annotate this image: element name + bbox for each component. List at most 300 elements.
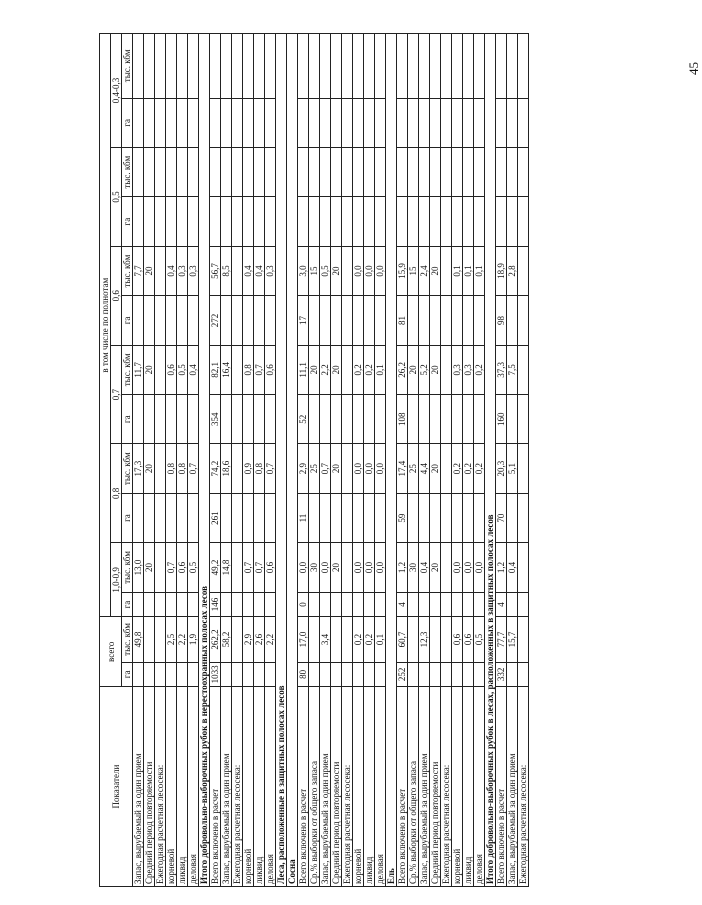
- row-label: деловая: [474, 687, 485, 887]
- table-cell: 0,4: [188, 345, 199, 394]
- table-cell: 146: [210, 592, 221, 617]
- table-row: [364, 34, 375, 887]
- table-cell: [188, 148, 199, 197]
- table-cell: [177, 662, 188, 687]
- table-header: [100, 34, 133, 887]
- table-cell: 0,0: [320, 543, 331, 592]
- table-cell: 80: [298, 662, 309, 687]
- table-row: [441, 34, 452, 887]
- table-cell: [133, 296, 144, 345]
- unit-ha-header: га: [122, 493, 133, 542]
- table-row: [309, 34, 320, 887]
- table-cell: [133, 395, 144, 444]
- table-cell: [155, 345, 166, 394]
- table-cell: [320, 662, 331, 687]
- table-cell: [166, 493, 177, 542]
- table-cell: [452, 148, 463, 197]
- table-row: [353, 34, 364, 887]
- table-cell: [364, 98, 375, 147]
- table-cell: [342, 34, 353, 99]
- table-cell: 4: [496, 592, 507, 617]
- table-row: [463, 34, 474, 887]
- table-cell: [166, 34, 177, 99]
- row-label: Ежегодная расчетная лесосека:: [342, 687, 353, 887]
- section-row: [276, 34, 287, 887]
- row-label: Ежегодная расчетная лесосека:: [155, 687, 166, 887]
- table-row: [419, 34, 430, 887]
- rotated-page: [99, 33, 606, 887]
- table-cell: [221, 662, 232, 687]
- table-cell: [441, 197, 452, 246]
- density-group-header: 1,0-0,9: [111, 543, 122, 617]
- table-cell: 0,4: [166, 246, 177, 295]
- table-cell: [254, 395, 265, 444]
- table-cell: 15: [408, 246, 419, 295]
- table-cell: [419, 148, 430, 197]
- table-cell: [210, 148, 221, 197]
- table-cell: [166, 296, 177, 345]
- table-cell: 82,1: [210, 345, 221, 394]
- row-label: Ежегодная расчетная лесосека:: [232, 687, 243, 887]
- table-cell: [155, 493, 166, 542]
- table-cell: 0,0: [298, 543, 309, 592]
- table-cell: [331, 34, 342, 99]
- density-group-header: 0,6: [111, 246, 122, 345]
- indicator-header: Показатели: [100, 687, 133, 887]
- row-label: Запас, вырубаемый за один прием: [133, 687, 144, 887]
- table-cell: 0,6: [463, 617, 474, 662]
- table-cell: 0,9: [243, 444, 254, 493]
- table-cell: [243, 148, 254, 197]
- table-cell: 15,7: [507, 617, 518, 662]
- table-cell: 0,8: [243, 345, 254, 394]
- table-cell: 7,5: [507, 345, 518, 394]
- table-cell: 11,1: [298, 345, 309, 394]
- table-cell: [254, 493, 265, 542]
- table-cell: [243, 197, 254, 246]
- table-cell: [430, 592, 441, 617]
- unit-ha-header: га: [122, 296, 133, 345]
- table-cell: 1,2: [496, 543, 507, 592]
- table-cell: 8,5: [221, 246, 232, 295]
- table-cell: 77,7: [496, 617, 507, 662]
- table-cell: [232, 34, 243, 99]
- table-cell: [232, 98, 243, 147]
- table-cell: 5,2: [419, 345, 430, 394]
- table-cell: [430, 34, 441, 99]
- table-cell: [441, 444, 452, 493]
- table-cell: [232, 493, 243, 542]
- table-cell: [254, 197, 265, 246]
- table-cell: [221, 148, 232, 197]
- table-cell: [375, 197, 386, 246]
- table-cell: [441, 662, 452, 687]
- table-cell: 0,1: [463, 246, 474, 295]
- table-cell: [243, 395, 254, 444]
- table-cell: 0,0: [375, 246, 386, 295]
- total-header: всего: [100, 617, 122, 687]
- table-cell: [518, 34, 529, 99]
- unit-volume-header: тыс. кбм: [122, 444, 133, 493]
- unit-ha-header: га: [122, 197, 133, 246]
- table-cell: [507, 296, 518, 345]
- table-cell: [298, 148, 309, 197]
- table-cell: [507, 662, 518, 687]
- table-cell: [232, 197, 243, 246]
- table-cell: [342, 98, 353, 147]
- table-cell: [188, 296, 199, 345]
- table-cell: [408, 148, 419, 197]
- table-cell: 0,3: [177, 246, 188, 295]
- table-cell: [496, 34, 507, 99]
- table-cell: [254, 662, 265, 687]
- table-row: [166, 34, 177, 887]
- table-cell: [254, 592, 265, 617]
- table-cell: [342, 662, 353, 687]
- table-cell: 30: [408, 543, 419, 592]
- table-cell: [518, 543, 529, 592]
- table-cell: [144, 34, 155, 99]
- table-cell: [232, 444, 243, 493]
- table-cell: [463, 395, 474, 444]
- table-cell: [133, 148, 144, 197]
- table-cell: 0,0: [353, 246, 364, 295]
- table-cell: 4: [397, 592, 408, 617]
- table-row: [188, 34, 199, 887]
- table-cell: 262,2: [210, 617, 221, 662]
- table-cell: 160: [496, 395, 507, 444]
- table-cell: [441, 493, 452, 542]
- table-cell: 0,1: [375, 345, 386, 394]
- table-cell: [265, 493, 276, 542]
- table-cell: [397, 98, 408, 147]
- table-cell: [144, 98, 155, 147]
- table-cell: 1,9: [188, 617, 199, 662]
- table-cell: 81: [397, 296, 408, 345]
- table-cell: [364, 296, 375, 345]
- table-cell: [144, 148, 155, 197]
- row-label: Ежегодная расчетная лесосека:: [441, 687, 452, 887]
- table-cell: [232, 246, 243, 295]
- table-cell: [144, 395, 155, 444]
- table-cell: [177, 395, 188, 444]
- table-cell: [342, 148, 353, 197]
- row-label: Всего включено в расчет: [298, 687, 309, 887]
- table-cell: 0,7: [254, 345, 265, 394]
- table-cell: [353, 395, 364, 444]
- row-label: Запас, вырубаемый за один прием: [419, 687, 430, 887]
- table-cell: [408, 197, 419, 246]
- table-cell: [221, 34, 232, 99]
- table-cell: [408, 98, 419, 147]
- table-cell: [342, 246, 353, 295]
- row-label: Запас, вырубаемый за один прием: [507, 687, 518, 887]
- row-label: Запас, вырубаемый за один прием: [320, 687, 331, 887]
- table-row: [265, 34, 276, 887]
- table-cell: [364, 395, 375, 444]
- table-cell: [441, 98, 452, 147]
- table-cell: 20: [144, 444, 155, 493]
- table-cell: [144, 592, 155, 617]
- table-cell: [331, 617, 342, 662]
- table-cell: [232, 148, 243, 197]
- table-cell: [441, 592, 452, 617]
- table-cell: 0,5: [474, 617, 485, 662]
- table-cell: [331, 296, 342, 345]
- table-cell: [221, 296, 232, 345]
- table-cell: 1033: [210, 662, 221, 687]
- table-cell: [496, 98, 507, 147]
- table-row: [210, 34, 221, 887]
- table-cell: [155, 543, 166, 592]
- table-cell: [397, 197, 408, 246]
- table-cell: [364, 34, 375, 99]
- table-cell: 4,4: [419, 444, 430, 493]
- table-cell: 74,2: [210, 444, 221, 493]
- table-cell: [430, 617, 441, 662]
- table-cell: [243, 34, 254, 99]
- table-cell: [320, 395, 331, 444]
- table-cell: [463, 662, 474, 687]
- table-row: [133, 34, 144, 887]
- row-label: Средний период повторяемости: [331, 687, 342, 887]
- table-cell: [320, 296, 331, 345]
- table-cell: 0,2: [463, 444, 474, 493]
- table-cell: [188, 197, 199, 246]
- table-cell: 56,7: [210, 246, 221, 295]
- table-cell: [518, 246, 529, 295]
- table-cell: [518, 444, 529, 493]
- table-cell: [188, 34, 199, 99]
- table-cell: 0,3: [452, 345, 463, 394]
- table-cell: [232, 662, 243, 687]
- table-cell: [221, 98, 232, 147]
- table-cell: 0: [298, 592, 309, 617]
- table-cell: [419, 592, 430, 617]
- unit-volume-header: тыс. кбм: [122, 148, 133, 197]
- table-cell: [353, 493, 364, 542]
- table-cell: 26,2: [397, 345, 408, 394]
- table-cell: [331, 197, 342, 246]
- table-cell: [265, 98, 276, 147]
- table-cell: 0,6: [166, 345, 177, 394]
- table-cell: [452, 34, 463, 99]
- row-label: Ср.% выборки от общего запаса: [408, 687, 419, 887]
- table-cell: [309, 296, 320, 345]
- table-cell: 0,0: [375, 444, 386, 493]
- table-cell: [364, 148, 375, 197]
- table-cell: [309, 617, 320, 662]
- table-cell: [419, 493, 430, 542]
- table-body: [133, 34, 529, 887]
- table-cell: [364, 592, 375, 617]
- table-cell: [441, 34, 452, 99]
- table-cell: [364, 197, 375, 246]
- table-row: [408, 34, 419, 887]
- table-cell: [232, 345, 243, 394]
- table-row: [496, 34, 507, 887]
- row-label: Всего включено в расчет: [496, 687, 507, 887]
- table-cell: [364, 662, 375, 687]
- row-label: Средний период повторяемости: [144, 687, 155, 887]
- table-cell: [375, 592, 386, 617]
- table-cell: [221, 493, 232, 542]
- table-cell: [331, 662, 342, 687]
- section-title: Леса, расположенные в защитных полосах лесов: [276, 34, 287, 887]
- table-cell: [331, 493, 342, 542]
- table-cell: [155, 617, 166, 662]
- table-cell: 20: [144, 345, 155, 394]
- density-group-header: 0,4-0,3: [111, 34, 122, 148]
- row-label: Всего включено в расчет: [397, 687, 408, 887]
- table-cell: 0,7: [265, 444, 276, 493]
- table-row: [452, 34, 463, 887]
- table-cell: 0,6: [177, 543, 188, 592]
- table-cell: [430, 98, 441, 147]
- table-cell: [353, 34, 364, 99]
- table-cell: [507, 592, 518, 617]
- table-cell: [430, 296, 441, 345]
- table-cell: [232, 617, 243, 662]
- table-cell: 20: [331, 543, 342, 592]
- table-cell: [243, 296, 254, 345]
- table-row: [232, 34, 243, 887]
- table-cell: [265, 197, 276, 246]
- table-cell: 15,9: [397, 246, 408, 295]
- table-cell: 108: [397, 395, 408, 444]
- table-cell: 0,0: [463, 543, 474, 592]
- table-cell: 0,4: [507, 543, 518, 592]
- table-cell: [342, 345, 353, 394]
- table-cell: [463, 493, 474, 542]
- table-cell: 0,8: [166, 444, 177, 493]
- table-cell: [375, 98, 386, 147]
- row-label: деловая: [375, 687, 386, 887]
- page-number: 45: [686, 62, 701, 75]
- harvest-table: [99, 33, 529, 887]
- table-cell: 0,2: [474, 444, 485, 493]
- table-cell: [375, 395, 386, 444]
- table-cell: [177, 197, 188, 246]
- table-cell: [342, 197, 353, 246]
- table-cell: [210, 98, 221, 147]
- table-cell: 18,9: [496, 246, 507, 295]
- unit-volume-header: тыс. кбм: [122, 543, 133, 592]
- table-cell: [298, 197, 309, 246]
- table-cell: 0,5: [177, 345, 188, 394]
- table-cell: [232, 395, 243, 444]
- table-cell: [155, 34, 166, 99]
- table-cell: [474, 592, 485, 617]
- unit-volume-header: тыс. кбм: [122, 34, 133, 99]
- table-cell: [419, 395, 430, 444]
- table-cell: [309, 493, 320, 542]
- table-cell: [144, 493, 155, 542]
- table-cell: [188, 592, 199, 617]
- table-cell: [441, 543, 452, 592]
- table-cell: [177, 493, 188, 542]
- table-cell: [133, 34, 144, 99]
- section-row: [287, 34, 298, 887]
- table-cell: [397, 148, 408, 197]
- table-cell: 20: [331, 345, 342, 394]
- table-cell: [309, 34, 320, 99]
- table-cell: [309, 662, 320, 687]
- table-cell: [452, 98, 463, 147]
- table-cell: [441, 617, 452, 662]
- table-cell: [166, 395, 177, 444]
- table-cell: 17,0: [298, 617, 309, 662]
- table-cell: [177, 148, 188, 197]
- table-cell: 52: [298, 395, 309, 444]
- table-cell: [342, 617, 353, 662]
- table-cell: [518, 617, 529, 662]
- by-density-header: в том числе по полнотам: [100, 34, 111, 617]
- table-cell: 2,2: [320, 345, 331, 394]
- table-cell: [353, 98, 364, 147]
- table-cell: [232, 592, 243, 617]
- table-row: [397, 34, 408, 887]
- table-cell: 0,7: [243, 543, 254, 592]
- table-cell: [419, 296, 430, 345]
- table-cell: 0,1: [474, 246, 485, 295]
- document-sheet: [99, 33, 701, 887]
- table-cell: [452, 592, 463, 617]
- table-cell: 0,8: [254, 444, 265, 493]
- table-cell: 0,4: [254, 246, 265, 295]
- table-cell: [309, 148, 320, 197]
- table-cell: [309, 592, 320, 617]
- table-cell: [507, 34, 518, 99]
- table-cell: 2,4: [419, 246, 430, 295]
- table-cell: [221, 592, 232, 617]
- table-cell: [375, 148, 386, 197]
- table-cell: 0,2: [353, 345, 364, 394]
- row-label: деловая: [265, 687, 276, 887]
- table-cell: [507, 197, 518, 246]
- table-cell: 0,0: [474, 543, 485, 592]
- table-cell: 11: [298, 493, 309, 542]
- table-cell: [518, 493, 529, 542]
- table-cell: [155, 296, 166, 345]
- table-cell: [430, 148, 441, 197]
- table-cell: 15: [309, 246, 320, 295]
- table-cell: [265, 592, 276, 617]
- table-cell: [518, 395, 529, 444]
- row-label: ликвид: [364, 687, 375, 887]
- table-cell: [133, 493, 144, 542]
- table-row: [254, 34, 265, 887]
- table-cell: [463, 148, 474, 197]
- table-cell: [452, 296, 463, 345]
- row-label: Ср.% выборки от общего запаса: [309, 687, 320, 887]
- density-group-header: 0,7: [111, 345, 122, 444]
- density-group-header: 0,5: [111, 148, 122, 247]
- table-cell: 0,4: [243, 246, 254, 295]
- table-cell: 0,3: [265, 246, 276, 295]
- table-cell: [463, 296, 474, 345]
- unit-ha-header: га: [122, 662, 133, 687]
- table-cell: [474, 395, 485, 444]
- table-cell: [144, 662, 155, 687]
- table-cell: 59: [397, 493, 408, 542]
- table-cell: 20: [430, 246, 441, 295]
- table-cell: [342, 296, 353, 345]
- table-cell: [243, 592, 254, 617]
- table-cell: 7,7: [133, 246, 144, 295]
- table-cell: 0,5: [188, 543, 199, 592]
- table-cell: 252: [397, 662, 408, 687]
